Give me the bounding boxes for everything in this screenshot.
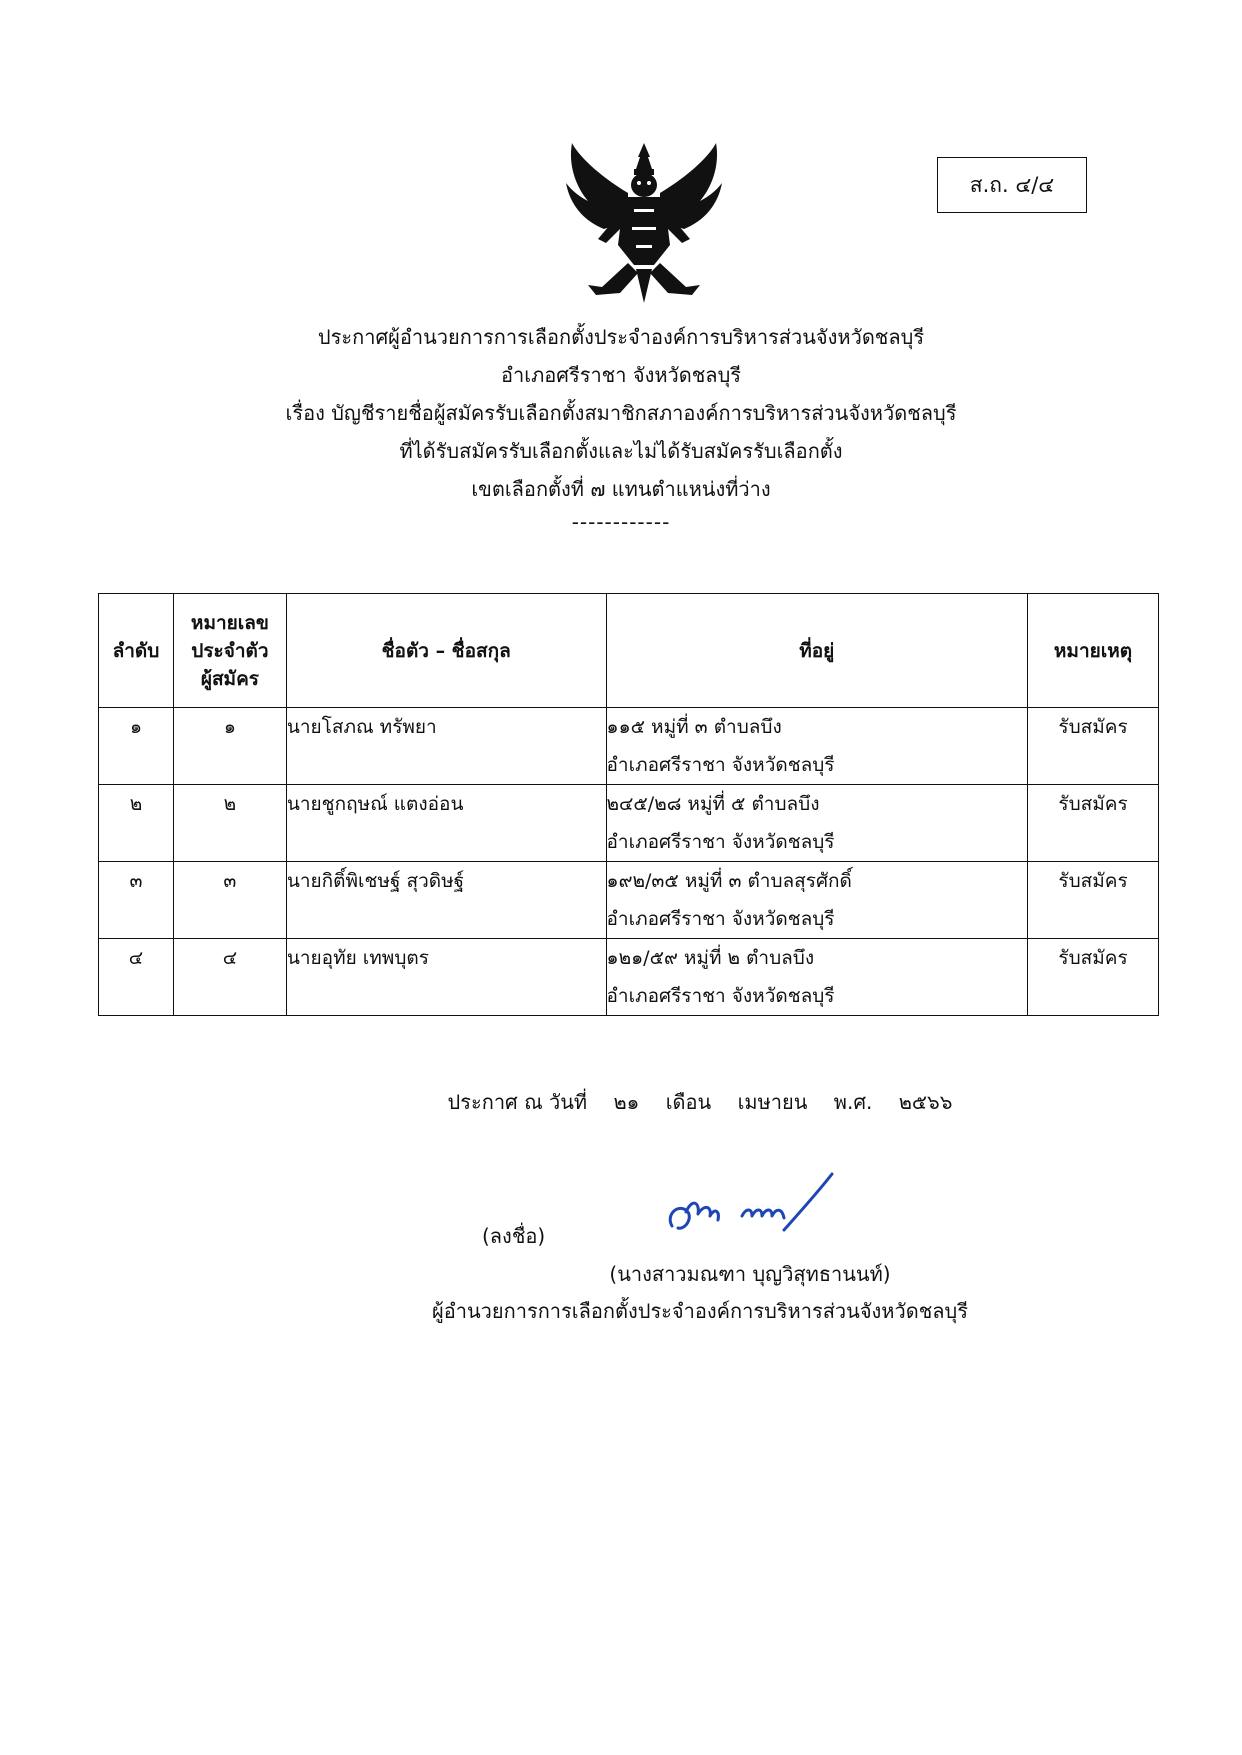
cell-remark: รับสมัคร [1028,708,1159,785]
address-line-2: อำเภอศรีราชา จังหวัดชลบุรี [606,908,835,930]
signature-label: (ลงชื่อ) [482,1224,546,1248]
date-year: ๒๕๖๖ [898,1090,953,1114]
table-row [99,708,1159,785]
address-line-1: ๒๔๕/๒๘ หมู่ที่ ๕ ตำบลบึง [606,793,820,815]
table-row [99,862,1159,939]
heading-line-5: เขตเลือกตั้งที่ ๗ แทนตำแหน่งที่ว่าง [471,477,771,501]
address-line-1: ๑๙๒/๓๕ หมู่ที่ ๓ ตำบลสุรศักดิ์ [606,870,852,892]
address-line-2: อำเภอศรีราชา จังหวัดชลบุรี [606,831,835,853]
header-name: ชื่อตัว – ชื่อสกุล [286,594,606,708]
heading-line-1: ประกาศผู้อำนวยการการเลือกตั้งประจำองค์การบริหารส่วนจังหวัดชลบุรี [317,325,925,349]
header-number-line-3: ผู้สมัคร [200,667,259,690]
cell-order: ๔ [99,939,174,1016]
table-header-row [99,594,1159,708]
signer-title: ผู้อำนวยการการเลือกตั้งประจำองค์การบริหารส่วนจังหวัดชลบุรี [432,1299,968,1323]
address-line-1: ๑๑๕ หมู่ที่ ๓ ตำบลบึง [606,716,782,738]
form-code-box [937,157,1087,213]
heading-line-2: อำเภอศรีราชา จังหวัดชลบุรี [501,363,741,387]
header-number-line-1: หมายเลข [190,611,269,634]
cell-remark: รับสมัคร [1028,785,1159,862]
header-remark: หมายเหตุ [1028,594,1159,708]
cell-order: ๑ [99,708,174,785]
table-row [99,785,1159,862]
cell-name: นายโสภณ ทรัพยา [286,708,606,785]
cell-remark: รับสมัคร [1028,862,1159,939]
heading-divider: ------------ [571,510,671,534]
date-day: ๒๑ [613,1090,640,1114]
signature-icon [660,1168,840,1248]
candidate-table [98,593,1159,1016]
cell-name: นายชูกฤษณ์ แตงอ่อน [286,785,606,862]
cell-address [606,862,1028,939]
cell-name: นายกิติ์พิเชษฐ์ สุวดิษฐ์ [286,862,606,939]
date-year-label: พ.ศ. [833,1090,873,1114]
heading-line-4: ที่ได้รับสมัครรับเลือกตั้งและไม่ได้รับสมัครรับเลือกตั้ง [399,439,843,463]
cell-order: ๓ [99,862,174,939]
header-address: ที่อยู่ [606,594,1028,708]
table-row [99,939,1159,1016]
signer-name: (นางสาวมณฑา บุญวิสุทธานนท์) [609,1262,891,1286]
cell-number: ๓ [173,862,286,939]
cell-name: นายอุทัย เทพบุตร [286,939,606,1016]
date-prefix: ประกาศ ณ วันที่ [447,1090,588,1114]
address-line-2: อำเภอศรีราชา จังหวัดชลบุรี [606,754,835,776]
header-number-line-2: ประจำตัว [191,639,269,662]
cell-number: ๔ [173,939,286,1016]
header-order: ลำดับ [99,594,174,708]
cell-address [606,708,1028,785]
address-line-1: ๑๒๑/๕๙ หมู่ที่ ๒ ตำบลบึง [606,947,815,969]
header-candidate-number [173,594,286,708]
cell-address [606,785,1028,862]
cell-address [606,939,1028,1016]
garuda-emblem-icon [558,135,730,305]
date-month-label: เดือน [665,1090,712,1114]
address-line-2: อำเภอศรีราชา จังหวัดชลบุรี [606,985,835,1007]
cell-number: ๒ [173,785,286,862]
cell-order: ๒ [99,785,174,862]
heading-line-3: เรื่อง บัญชีรายชื่อผู้สมัครรับเลือกตั้งสมาชิกสภาองค์การบริหารส่วนจังหวัดชลบุรี [285,401,957,425]
announcement-date [300,1086,1100,1118]
form-code: ส.ถ. ๔/๔ [969,172,1055,197]
cell-remark: รับสมัคร [1028,939,1159,1016]
date-month: เมษายน [737,1090,808,1114]
cell-number: ๑ [173,708,286,785]
announcement-heading [100,318,1142,536]
